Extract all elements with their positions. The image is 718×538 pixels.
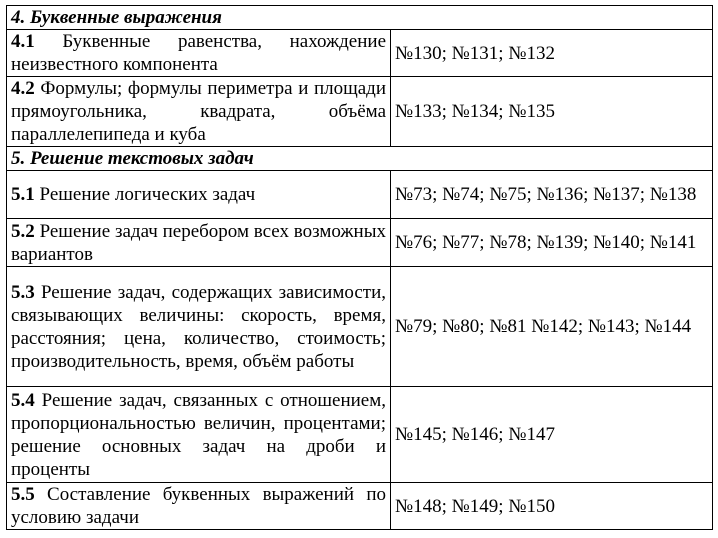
section-header-row: [7, 6, 713, 30]
tasks-cell: №133; №134; №135: [391, 77, 713, 147]
topic-text: Решение логических задач: [39, 184, 256, 205]
topic-cell: [7, 483, 391, 530]
topic-cell: [7, 77, 391, 147]
topic-text: Составление буквенных выражений по условию задачи: [11, 484, 386, 528]
table-row: [7, 77, 713, 147]
topic-cell: [7, 219, 391, 267]
topic-number: 5.5: [11, 484, 35, 505]
topic-text: Решение задач, содержащих зависимости, связывающих величины: скорость, время, расстояния; цена, количество, стоимость; производительность, время, объём работы: [11, 281, 387, 372]
topic-cell: [7, 387, 391, 483]
topic-text: Формулы; формулы периметра и площади прямоугольника, квадрата, объёма параллелепипеда и куба: [11, 78, 386, 145]
curriculum-table: [6, 5, 713, 530]
table-row: [7, 30, 713, 77]
topic-cell: [7, 267, 391, 387]
topic-text: Буквенные равенства, нахождение неизвестного компонента: [11, 31, 386, 75]
tasks-cell: №76; №77; №78; №139; №140; №141: [391, 219, 713, 267]
topic-number: 5.3: [11, 281, 35, 303]
section-title: 5. Решение текстовых задач: [7, 147, 713, 171]
topic-cell: [7, 30, 391, 77]
section-title: 4. Буквенные выражения: [7, 6, 713, 30]
tasks-cell: №145; №146; №147: [391, 387, 713, 483]
topic-number: 4.2: [11, 78, 35, 99]
topic-cell: [7, 171, 391, 219]
topic-text: Решение задач, связанных с отношением, пропорциональностью величин, процентами; решение основных задач на дроби и проценты: [11, 389, 387, 480]
tasks-cell: №130; №131; №132: [391, 30, 713, 77]
topic-text: Решение задач перебором всех возможных вариантов: [11, 220, 386, 265]
topic-number: 5.2: [11, 220, 35, 242]
table-row: [7, 171, 713, 219]
table-row: [7, 483, 713, 530]
tasks-cell: №148; №149; №150: [391, 483, 713, 530]
tasks-cell: №73; №74; №75; №136; №137; №138: [391, 171, 713, 219]
topic-number: 5.4: [11, 389, 35, 411]
tasks-cell: №79; №80; №81 №142; №143; №144: [391, 267, 713, 387]
topic-number: 4.1: [11, 31, 35, 52]
topic-number: 5.1: [11, 184, 35, 205]
table-row: [7, 219, 713, 267]
table-row: [7, 267, 713, 387]
section-header-row: [7, 147, 713, 171]
table-row: [7, 387, 713, 483]
